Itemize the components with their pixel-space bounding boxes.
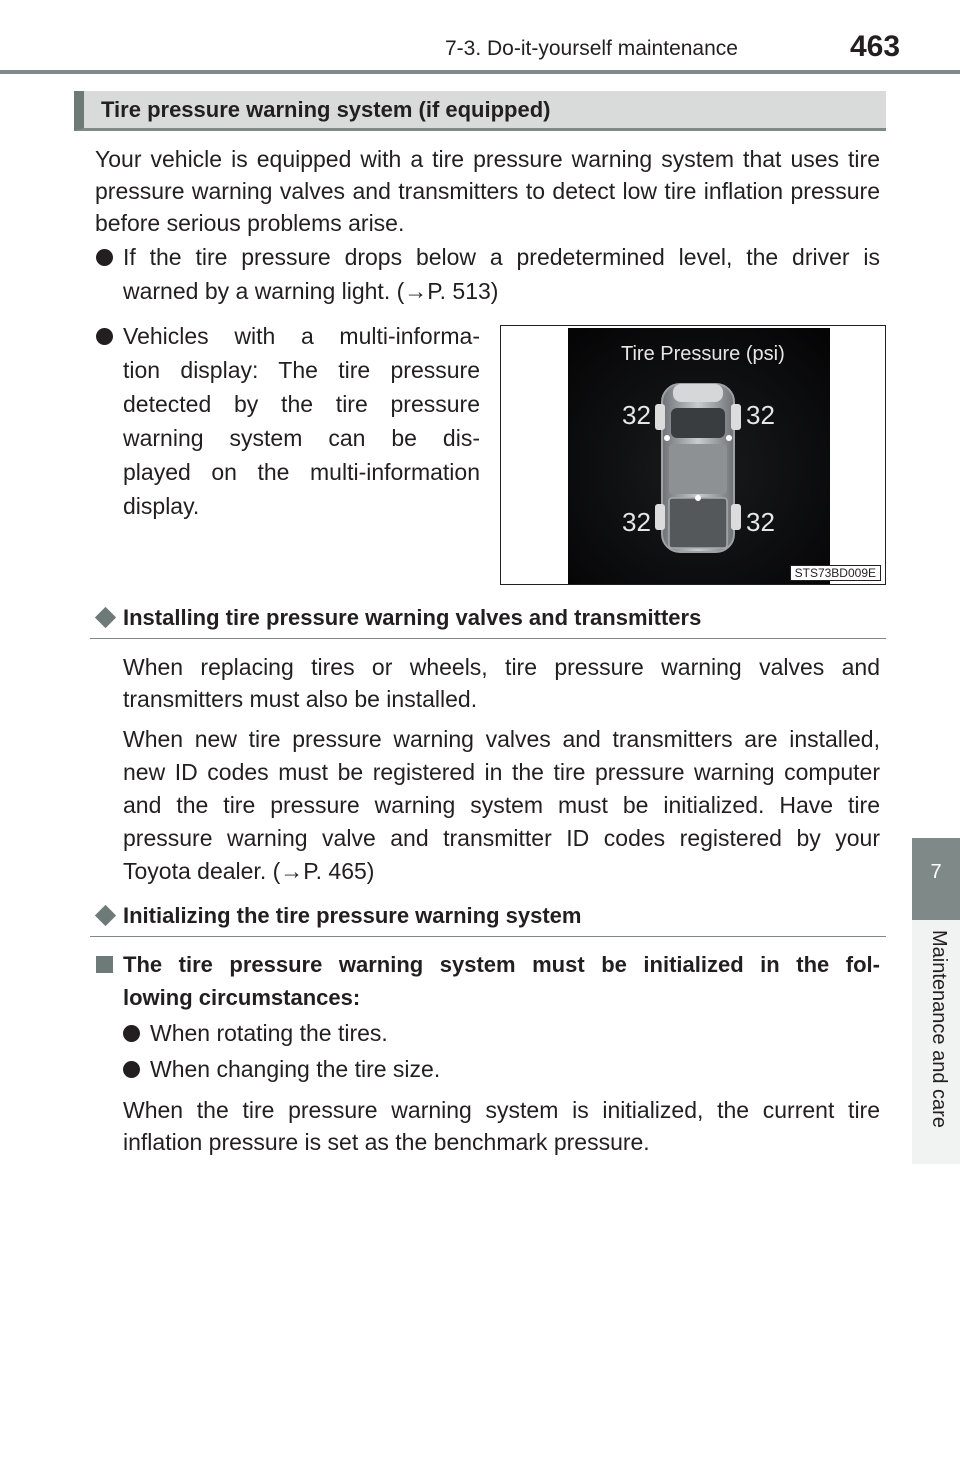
- chapter-title-tab: [912, 920, 960, 1164]
- bullet-text: When changing the tire size.: [150, 1056, 441, 1082]
- bullet-text-line: display.: [123, 493, 200, 519]
- square-bullet-icon: [96, 956, 113, 973]
- subheading-line: lowing circumstances:: [123, 985, 361, 1010]
- bullet-text-line: detected by the tire pressure: [123, 391, 480, 417]
- front-right-pressure: 32: [746, 400, 775, 430]
- body-paragraph: When replacing tires or wheels, tire pressure warning valves and transmitters must also be installed.: [123, 654, 880, 712]
- bullet-text-line: warning system can be dis-: [123, 425, 480, 451]
- diamond-bullet-icon: [95, 607, 116, 628]
- heading-rule: [90, 638, 886, 639]
- rear-left-pressure: 32: [622, 507, 651, 537]
- bullet-text-line: tion display: The tire pressure: [123, 357, 480, 383]
- bullet-text-line: warned by a warning light. (→P. 513): [123, 278, 499, 304]
- tire-pressure-display-figure: [500, 325, 886, 585]
- bullet-text: When rotating the tires.: [150, 1020, 388, 1046]
- section-header: 7-3. Do-it-yourself maintenance: [445, 37, 738, 60]
- multi-info-display-image: [501, 326, 885, 584]
- figure-code: STS73BD009E: [790, 565, 881, 581]
- diamond-bullet-icon: [95, 905, 116, 926]
- section-title-bar: [74, 91, 886, 131]
- heading-rule: [90, 936, 886, 937]
- page-number: 463: [850, 30, 901, 63]
- header-rule: [0, 70, 960, 74]
- bullet-text-line: Vehicles with a multi-informa-: [123, 323, 480, 349]
- rear-right-pressure: 32: [746, 507, 775, 537]
- subheading-line: The tire pressure warning system must be initialized in the fol-: [123, 952, 880, 977]
- bullet-text-line: played on the multi-information: [123, 459, 480, 485]
- body-paragraph: When the tire pressure warning system is initialized, the current tire inflation pressure is set as the benchmark pressure.: [123, 1097, 880, 1155]
- bullet-dot-icon: [123, 1025, 140, 1042]
- section-heading: Installing tire pressure warning valves and transmitters: [123, 605, 702, 630]
- body-paragraph: When new tire pressure warning valves and transmitters are installed, new ID codes must be registered in the tire pressure warning computer and the tire pressure warning system must be initialized. Have tire pressure warning valve and transmitter ID codes registered by your Toyota dealer. (→P. 465): [123, 726, 880, 884]
- bullet-dot-icon: [123, 1061, 140, 1078]
- bullet-dot-icon: [96, 328, 113, 345]
- front-left-pressure: 32: [622, 400, 651, 430]
- bullet-text-line: If the tire pressure drops below a predetermined level, the driver is: [123, 244, 880, 270]
- display-title: Tire Pressure (psi): [621, 343, 785, 365]
- bullet-dot-icon: [96, 249, 113, 266]
- truck-top-view-icon: [655, 384, 741, 552]
- section-title: Tire pressure warning system (if equipped): [101, 97, 551, 122]
- chapter-number-tab: 7: [912, 838, 960, 920]
- intro-paragraph: Your vehicle is equipped with a tire pressure warning system that uses tire pressure warning valves and transmitters to detect low tire inflation pressure before serious problems arise.: [95, 146, 880, 236]
- section-heading: Initializing the tire pressure warning system: [123, 903, 582, 928]
- chapter-title: Maintenance and care: [928, 930, 950, 1128]
